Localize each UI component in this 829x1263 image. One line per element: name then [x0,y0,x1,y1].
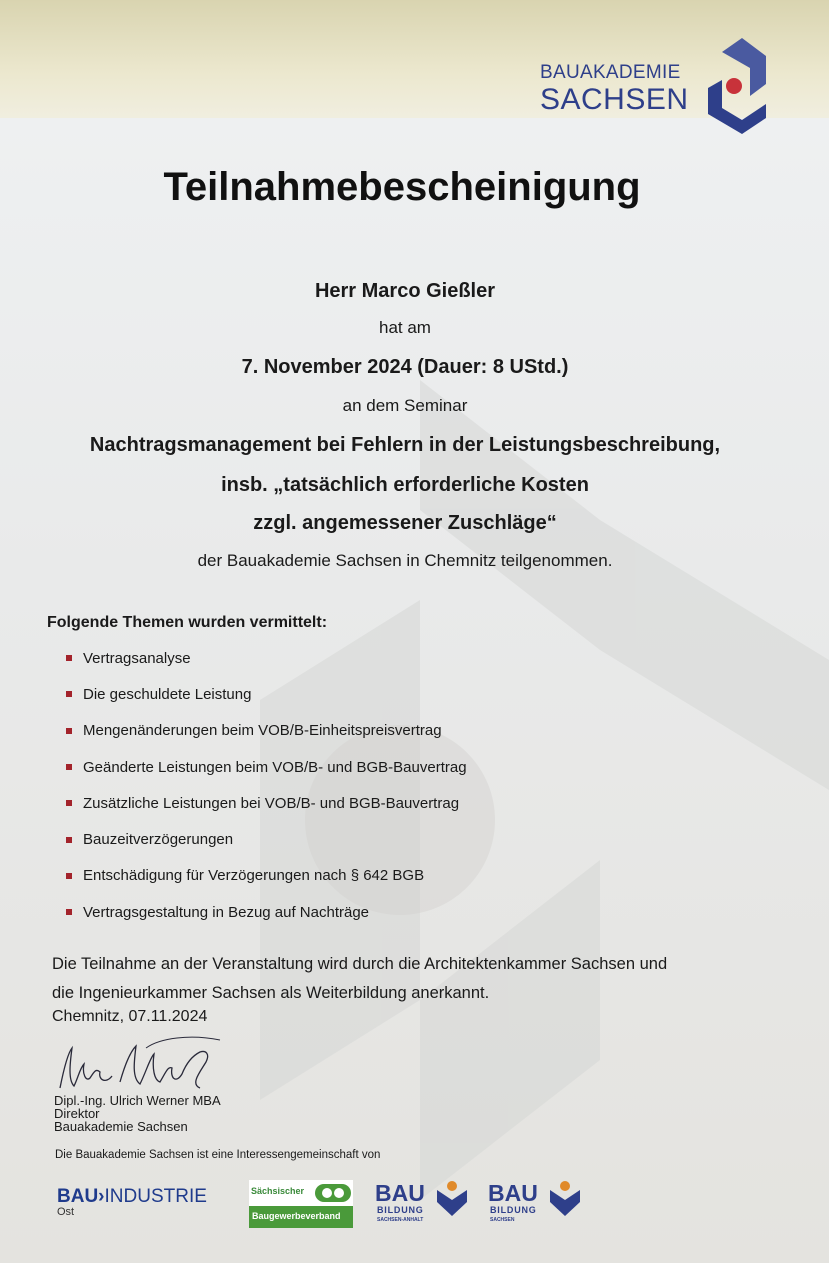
topic-label: Mengenänderungen beim VOB/B-Einheitspreisvertrag [83,722,442,740]
topic-item [66,749,467,785]
logo-line1: BAUAKADEMIE [540,62,681,83]
bb-region: SACHSEN [490,1217,515,1223]
sbv-bar [249,1206,353,1228]
baubildung-mark-icon [550,1180,580,1216]
bb-bau: BAU [488,1180,538,1206]
topic-label: Zusätzliche Leistungen bei VOB/B- und BGB-Bauvertrag [83,794,460,812]
topics-list [66,640,467,930]
topic-item [66,858,467,894]
recognition-line: die Ingenieurkammer Sachsen als Weiterbildung anerkannt. [52,984,490,1002]
topic-label: Die geschuldete Leistung [83,685,252,703]
signer-name: Dipl.-Ing. Ulrich Werner MBA [54,1093,221,1108]
recognition-text [52,950,752,1008]
partner-baubildung-sachsen-anhalt-logo [375,1180,475,1228]
seminar-title-line: zzgl. angemessener Zuschläge“ [253,512,557,534]
bb-bildung: BILDUNG [377,1205,424,1215]
bullet-icon [66,800,72,806]
chevron-right-icon: › [98,1186,105,1207]
bb-bildung: BILDUNG [490,1205,537,1215]
topic-label: Bauzeitverzögerungen [83,831,234,849]
ig-note: Die Bauakademie Sachsen ist eine Interessengemeinschaft von [55,1149,381,1161]
participant-name: Herr Marco Gießler [314,280,496,302]
logo-mark-icon [708,38,774,134]
bauindustrie-rest: INDUSTRIE [104,1186,207,1207]
logo-line2: SACHSEN [540,83,689,116]
bullet-icon [66,909,72,915]
partner-baubildung-sachsen-logo [488,1180,588,1228]
hat-am-text: hat am [379,318,431,337]
partner-bauindustrie-logo [57,1186,207,1218]
topic-label: Geänderte Leistungen beim VOB/B- und BGB-Bauvertrag [83,758,467,776]
recognition-line: Die Teilnahme an der Veranstaltung wird durch die Architektenkammer Sachsen und [52,955,668,973]
handwritten-signature [50,1028,240,1098]
sbv-emblem-icon [315,1182,351,1204]
sbv-bar-text: Baugewerbeverband [252,1211,341,1221]
topics-heading: Folgende Themen wurden vermittelt: [47,614,328,631]
place-date: Chemnitz, 07.11.2024 [52,1008,208,1025]
bullet-icon [66,873,72,879]
partner-sbv-logo [249,1180,353,1228]
topic-item [66,713,467,749]
topic-label: Vertragsanalyse [83,649,191,667]
sbv-top-text: Sächsischer [251,1186,305,1196]
signer-org: Bauakademie Sachsen [54,1119,188,1134]
topic-item [66,894,467,930]
signer-role: Direktor [54,1106,100,1121]
bauakademie-logo [540,38,780,138]
topic-item [66,785,467,821]
seminar-date: 7. November 2024 (Dauer: 8 UStd.) [241,356,569,378]
bullet-icon [66,728,72,734]
seminar-intro: an dem Seminar [342,396,468,415]
topic-label: Vertragsgestaltung in Bezug auf Nachträge [83,903,370,921]
seminar-title-line: insb. „tatsächlich erforderliche Kosten [221,474,589,496]
certificate-title: Teilnahmebescheinigung [163,165,641,209]
topic-item [66,676,467,712]
bb-bau: BAU [375,1180,425,1206]
bauindustrie-sub: Ost [57,1206,75,1218]
bauindustrie-bold: BAU [57,1186,99,1207]
bullet-icon [66,764,72,770]
topic-label: Entschädigung für Verzögerungen nach § 642 BGB [83,867,425,885]
bb-region: SACHSEN-ANHALT [377,1217,424,1223]
organizer-line: der Bauakademie Sachsen in Chemnitz teilgenommen. [197,551,613,570]
bullet-icon [66,691,72,697]
signer-block [54,1094,221,1133]
topic-item [66,821,467,857]
sbv-top-panel [249,1180,353,1206]
seminar-title-line: Nachtragsmanagement bei Fehlern in der Leistungsbeschreibung, [89,434,721,456]
topic-item [66,640,467,676]
baubildung-mark-icon [437,1180,467,1216]
bullet-icon [66,837,72,843]
bullet-icon [66,655,72,661]
